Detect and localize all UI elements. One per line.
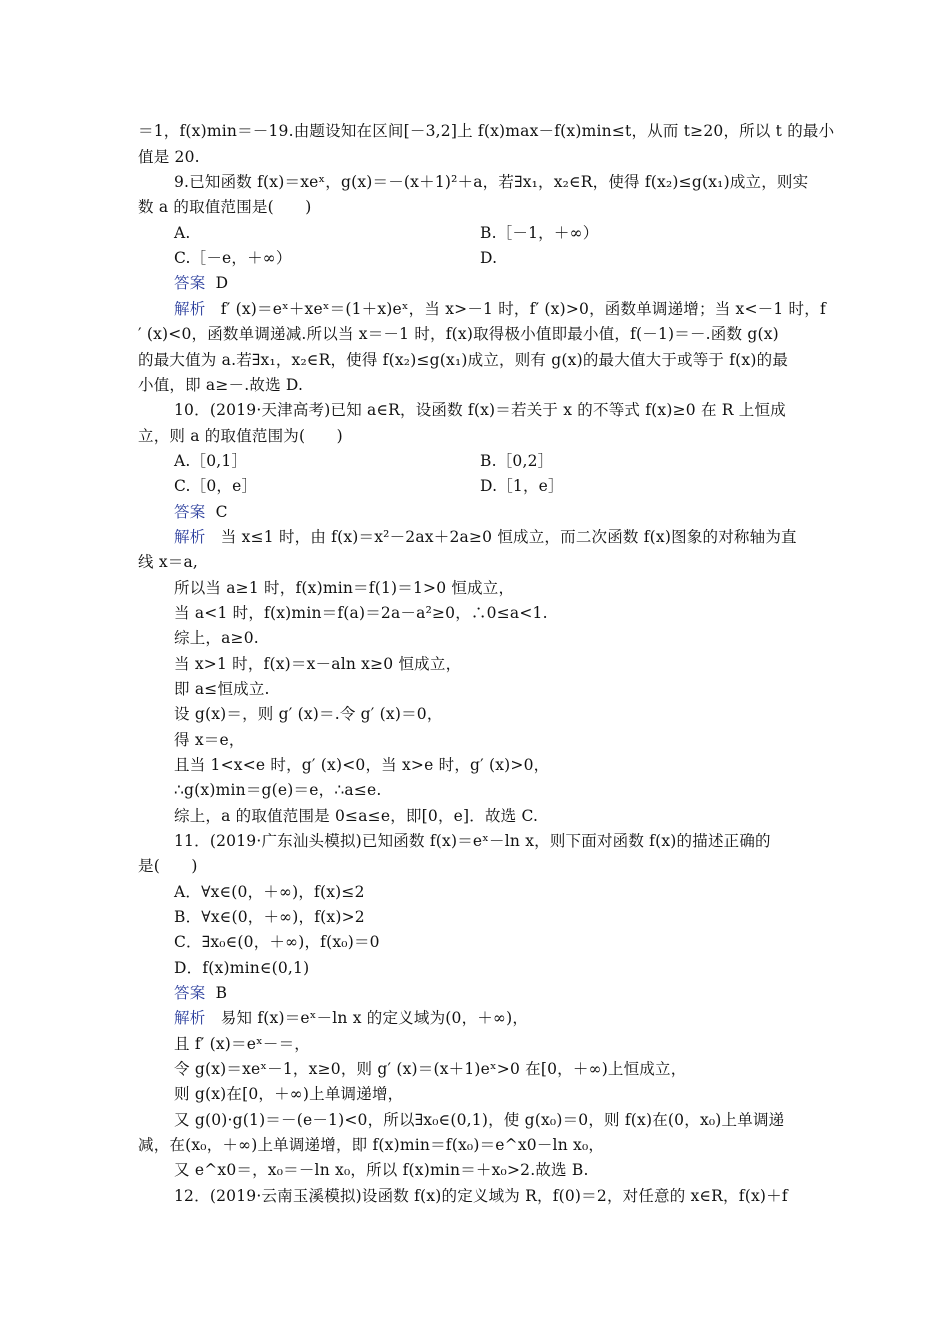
text-line: 的最大值为 a.若∃x₁，x₂∈R，使得 f(x₂)≤g(x₁)成立，则有 g(x)的最大值大于或等于 f(x)的最 (138, 351, 789, 369)
option-c: C．∃x₀∈(0，＋∞)，f(x₀)＝0 (174, 933, 380, 951)
option-d: D. (480, 249, 498, 267)
analysis-line: 解析 f′ (x)＝eˣ＋xeˣ＝(1＋x)eˣ，当 x>－1 时，f′ (x)>0，函数单调递增；当 x<－1 时，f (174, 300, 826, 318)
answer-value: D (215, 274, 229, 292)
text-line: 数 a 的取值范围是( ) (138, 198, 312, 216)
answer-label: 答案 (174, 984, 206, 1002)
text-line: 立，则 a 的取值范围为( ) (138, 427, 343, 445)
option-a: A.［0,1］ (174, 452, 248, 470)
text-line: 小值，即 a≥－.故选 D. (138, 376, 304, 394)
question-11-stem: 11．(2019·广东汕头模拟)已知函数 f(x)＝eˣ－ln x，则下面对函数 f(x)的描述正确的 (174, 832, 771, 850)
answer-line (174, 983, 854, 1003)
text-line: ＝1，f(x)min＝－19.由题设知在区间[－3,2]上 f(x)max－f(x)min≤t，从而 t≥20，所以 t 的最小 (138, 122, 835, 140)
text-line: 且当 1<x<e 时，g′ (x)<0，当 x>e 时，g′ (x)>0， (174, 756, 550, 774)
question-9-stem: 9.已知函数 f(x)＝xeˣ，g(x)＝－(x＋1)²＋a，若∃x₁，x₂∈R，使得 f(x₂)≤g(x₁)成立，则实 (174, 173, 809, 191)
analysis-label: 解析 (174, 1009, 206, 1027)
option-b: B.［0,2］ (480, 452, 554, 470)
text-line: 得 x＝e， (174, 731, 245, 749)
text-line: 值是 20. (138, 148, 200, 166)
answer-line (174, 502, 854, 522)
option-b: B.［－1，＋∞） (480, 224, 599, 242)
question-10-stem: 10．(2019·天津高考)已知 a∈R，设函数 f(x)＝若关于 x 的不等式 f(x)≥0 在 R 上恒成 (174, 401, 786, 419)
option-a: A．∀x∈(0，＋∞)，f(x)≤2 (174, 883, 365, 901)
answer-value: B (215, 984, 228, 1002)
option-d: D．f(x)min∈(0,1) (174, 959, 310, 977)
option-a: A. (174, 224, 191, 242)
option-row (174, 223, 854, 243)
option-row (174, 248, 854, 268)
text-line: 线 x＝a, (138, 553, 199, 571)
analysis-label: 解析 (174, 528, 206, 546)
text-line: 当 x>1 时，f(x)＝x－aln x≥0 恒成立， (174, 655, 462, 673)
answer-value: C (215, 503, 228, 521)
option-c: C.［－e，＋∞） (174, 249, 292, 267)
answer-label: 答案 (174, 274, 206, 292)
analysis-line: 解析 易知 f(x)＝eˣ－ln x 的定义域为(0，＋∞)， (174, 1009, 529, 1027)
analysis-label: 解析 (174, 300, 206, 318)
answer-label: 答案 (174, 503, 206, 521)
text-line: 且 f′ (x)＝eˣ－＝， (174, 1035, 310, 1053)
text-line: 令 g(x)＝xeˣ－1，x≥0，则 g′ (x)＝(x＋1)eˣ>0 在[0，＋∞)上恒成立， (174, 1060, 687, 1078)
option-d: D.［1，e］ (480, 477, 564, 495)
text-line: 则 g(x)在[0，＋∞)上单调递增， (174, 1085, 404, 1103)
text-line: 综上，a 的取值范围是 0≤a≤e，即[0，e]．故选 C. (174, 807, 539, 825)
option-b: B．∀x∈(0，＋∞)，f(x)>2 (174, 908, 365, 926)
text-line: 又 g(0)·g(1)＝－(e－1)<0，所以∃x₀∈(0,1)，使 g(x₀)＝0，则 f(x)在(0，x₀)上单调递 (174, 1111, 785, 1129)
text-line: 即 a≤恒成立. (174, 680, 270, 698)
option-c: C.［0，e］ (174, 477, 258, 495)
text-line: ′ (x)<0，函数单调递减.所以当 x＝－1 时，f(x)取得极小值即最小值，f(－1)＝－.函数 g(x) (138, 325, 779, 343)
question-12-stem: 12．(2019·云南玉溪模拟)设函数 f(x)的定义域为 R，f(0)＝2，对任意的 x∈R，f(x)＋f (174, 1187, 788, 1205)
text-line: 当 a<1 时，f(x)min＝f(a)＝2a－a²≥0，∴0≤a<1. (174, 604, 548, 622)
text-line: 减，在(x₀，＋∞)上单调递增，即 f(x)min＝f(x₀)＝e^x0－ln x₀， (138, 1136, 605, 1154)
option-row (174, 476, 854, 496)
option-row (174, 451, 854, 471)
text-line: 设 g(x)＝，则 g′ (x)＝.令 g′ (x)＝0， (174, 705, 443, 723)
text-line: 所以当 a≥1 时，f(x)min＝f(1)＝1>0 恒成立， (174, 579, 515, 597)
text-line: 又 e^x0＝，x₀＝－ln x₀，所以 f(x)min＝＋x₀>2.故选 B. (174, 1161, 589, 1179)
answer-line (174, 273, 854, 293)
text-line: ∴g(x)min＝g(e)＝e，∴a≤e. (174, 781, 382, 799)
text-line: 综上，a≥0. (174, 629, 259, 647)
text-line: 是( ) (138, 857, 198, 875)
analysis-line: 解析 当 x≤1 时，由 f(x)＝x²－2ax＋2a≥0 恒成立，而二次函数 f(x)图象的对称轴为直 (174, 528, 797, 546)
